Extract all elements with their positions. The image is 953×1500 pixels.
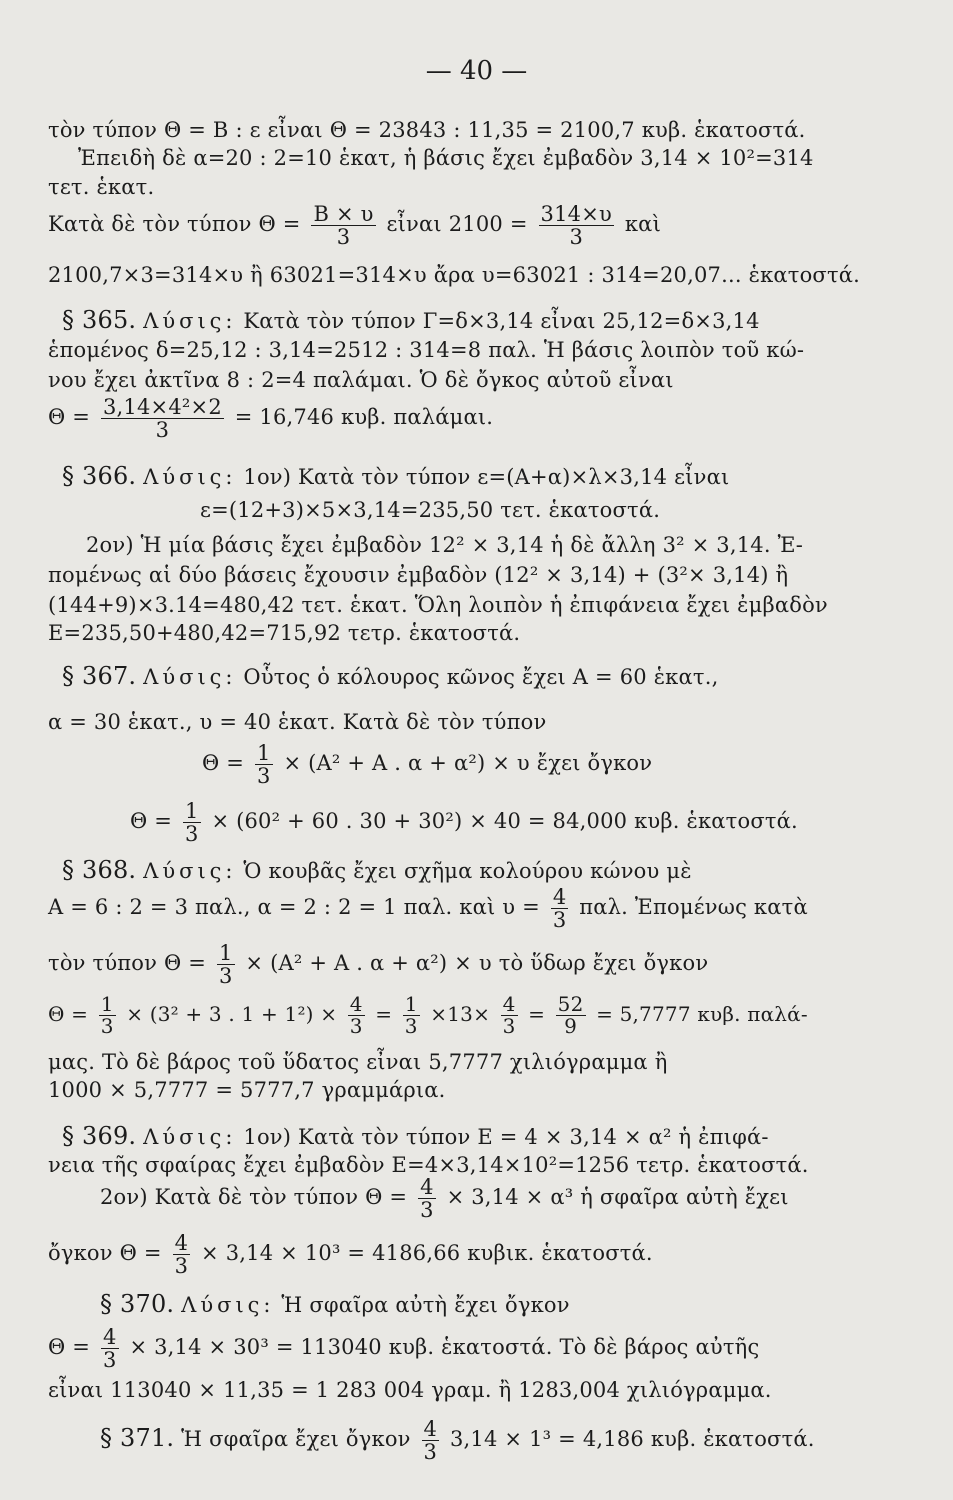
section-number: § 370. <box>100 1290 175 1318</box>
section-number: § 371. <box>100 1424 175 1453</box>
fraction: $\frac{4}{3}$ <box>420 1175 434 1223</box>
text-line: νου ἔχει ἀκτῖνα 8 : 2=4 παλάμαι. Ὁ δὲ ὄγκος αὐτοῦ εἶναι <box>48 368 674 392</box>
lusis-label: Λύσις: <box>143 1125 237 1149</box>
section-367: § 367. Λύσις: Οὗτος ὁ κόλουρος κῶνος ἔχει Α = 60 ἑκατ., <box>62 662 719 690</box>
lusis-label: Λύσις: <box>143 309 237 333</box>
fraction: $\frac{1}{3}$ <box>256 741 271 789</box>
text-line: 2100,7×3=314×υ ἢ 63021=314×υ ἄρα υ=63021 : 314=20,07... ἑκατοστά. <box>48 263 861 287</box>
formula-line: Κατὰ δὲ τὸν τύπον Θ = $\frac{B \times \upsilon}{3}$ εἶναι 2100 = $\frac{314\times\upsilon}{3}$ καὶ <box>48 202 661 250</box>
formula-line: Α = 6 : 2 = 3 παλ., α = 2 : 2 = 1 παλ. καὶ υ = $\frac{4}{3}$ παλ. Ἐπομένως κατὰ <box>48 885 808 933</box>
section-368: § 368. Λύσις: Ὁ κουβᾶς ἔχει σχῆμα κολούρου κώνου μὲ <box>62 856 692 884</box>
text-line: Ἐπειδὴ δὲ α=20 : 2=10 ἑκατ, ἡ βάσις ἔχει ἐμβαδὸν 3,14 × 10²=314 <box>78 146 814 170</box>
fraction: $\frac{4}{3}$ <box>423 1417 438 1465</box>
text-line: εἶναι 113040 × 11,35 = 1 283 004 γραμ. ἢ 1283,004 χιλιόγραμμα. <box>48 1378 772 1402</box>
text-line: (144+9)×3.14=480,42 τετ. ἑκατ. Ὅλη λοιπὸν ἡ ἐπιφάνεια ἔχει ἐμβαδὸν <box>48 593 828 617</box>
text-line: τὸν τύπον Θ = Β : ε εἶναι Θ = 23843 : 11,35 = 2100,7 κυβ. ἑκατοστά. <box>48 118 806 142</box>
formula-line: 2ον) Κατὰ δὲ τὸν τύπον Θ = $\frac{4}{3}$ × 3,14 × α³ ἡ σφαῖρα αὐτὴ ἔχει <box>100 1175 789 1223</box>
text-line: Ε=235,50+480,42=715,92 τετρ. ἑκατοστά. <box>48 621 521 645</box>
lusis-label: Λύσις: <box>181 1293 275 1317</box>
fraction: $\frac{4}{3}$ <box>552 885 567 933</box>
fraction: $\frac{\text{3,14×4²×2}}{3}$ <box>102 395 222 443</box>
fraction: $\frac{314\times\upsilon}{3}$ <box>540 202 612 250</box>
formula-line: Θ = $\frac{4}{3}$ × 3,14 × 30³ = 113040 κυβ. ἑκατοστά. Τὸ δὲ βάρος αὐτῆς <box>48 1325 760 1373</box>
formula-line: ὄγκον Θ = $\frac{4}{3}$ × 3,14 × 10³ = 4186,66 κυβικ. ἑκατοστά. <box>48 1231 653 1279</box>
lusis-label: Λύσις: <box>143 465 237 489</box>
section-number: § 369. <box>62 1122 137 1150</box>
fraction: $\frac{52}{9}$ <box>557 992 584 1038</box>
section-371: § 371. Ἡ σφαῖρα ἔχει ὄγκον $\frac{4}{3}$ 3,14 × 1³ = 4,186 κυβ. ἑκατοστά. <box>100 1417 815 1465</box>
fraction: $\frac{4}{3}$ <box>174 1231 189 1279</box>
text-line: 2ον) Ἡ μία βάσις ἔχει ἐμβαδὸν 12² × 3,14 ἡ δὲ ἄλλη 3² × 3,14. Ἐ- <box>86 533 804 557</box>
text-line: πομένως αἱ δύο βάσεις ἔχουσιν ἐμβαδὸν (12² × 3,14) + (3²× 3,14) ἢ <box>48 563 789 587</box>
fraction: $\frac{4}{3}$ <box>102 1325 117 1373</box>
lusis-label: Λύσις: <box>143 665 237 689</box>
section-370: § 370. Λύσις: Ἡ σφαῖρα αὐτὴ ἔχει ὄγκον <box>100 1290 570 1318</box>
page-number: — 40 — <box>425 56 528 86</box>
text-line: ἑπομένος δ=25,12 : 3,14=2512 : 314=8 παλ. Ἡ βάσις λοιπὸν τοῦ κώ- <box>48 338 805 362</box>
fraction: $\frac{1}{3}$ <box>218 941 233 989</box>
fraction: $\frac{1}{3}$ <box>184 799 199 847</box>
formula-line: τὸν τύπον Θ = $\frac{1}{3}$ × (Α² + Α . α + α²) × υ τὸ ὕδωρ ἔχει ὄγκον <box>48 941 709 989</box>
text-line: τετ. ἑκατ. <box>48 175 155 199</box>
formula-line: Θ = $\frac{1}{3}$ × (3² + 3 . 1 + 1²) × $\frac{4}{3}$ = $\frac{1}{3}$ ×13× $\frac{4}{3}$ = $\frac{52}{9}$ = 5,7777 κυβ. παλά- <box>48 992 808 1038</box>
text-line: 1000 × 5,7777 = 5777,7 γραμμάρια. <box>48 1078 446 1102</box>
section-number: § 367. <box>62 662 137 690</box>
text-line: μας. Τὸ δὲ βάρος τοῦ ὕδατος εἶναι 5,7777 χιλιόγραμμα ἢ <box>48 1050 668 1074</box>
section-369: § 369. Λύσις: 1ον) Κατὰ τὸν τύπον Ε = 4 × 3,14 × α² ἡ ἐπιφά- <box>62 1122 769 1150</box>
lusis-label: Λύσις: <box>143 859 237 883</box>
formula-line: Θ = $\frac{1}{3}$ × (60² + 60 . 30 + 30²) × 40 = 84,000 κυβ. ἑκατοστά. <box>130 799 798 847</box>
section-365: § 365. Λύσις: Κατὰ τὸν τύπον Γ=δ×3,14 εἶναι 25,12=δ×3,14 <box>62 306 760 334</box>
section-number: § 368. <box>62 856 137 884</box>
formula-line: Θ = $\frac{1}{3}$ × (Α² + Α . α + α²) × υ ἔχει ὄγκον <box>202 741 653 789</box>
text-line: α = 30 ἑκατ., υ = 40 ἑκατ. Κατὰ δὲ τὸν τύπον <box>48 710 547 734</box>
formula-line: Θ = $\frac{\text{3,14×4²×2}}{3}$ = 16,746 κυβ. παλάμαι. <box>48 395 494 443</box>
fraction: $\frac{4}{3}$ <box>502 992 516 1038</box>
text-line: νεια τῆς σφαίρας ἔχει ἐμβαδὸν Ε=4×3,14×10²=1256 τετρ. ἑκατοστά. <box>48 1153 809 1177</box>
section-number: § 365. <box>62 306 137 334</box>
text-line: ε=(12+3)×5×3,14=235,50 τετ. ἑκατοστά. <box>200 498 661 522</box>
fraction: $\frac{1}{3}$ <box>404 992 418 1038</box>
fraction: $\frac{B \times \upsilon}{3}$ <box>313 202 374 250</box>
section-number: § 366. <box>62 462 137 490</box>
fraction: $\frac{4}{3}$ <box>349 992 363 1038</box>
fraction: $\frac{1}{3}$ <box>100 992 114 1038</box>
section-366: § 366. Λύσις: 1ον) Κατὰ τὸν τύπον ε=(Α+α)×λ×3,14 εἶναι <box>62 462 730 490</box>
